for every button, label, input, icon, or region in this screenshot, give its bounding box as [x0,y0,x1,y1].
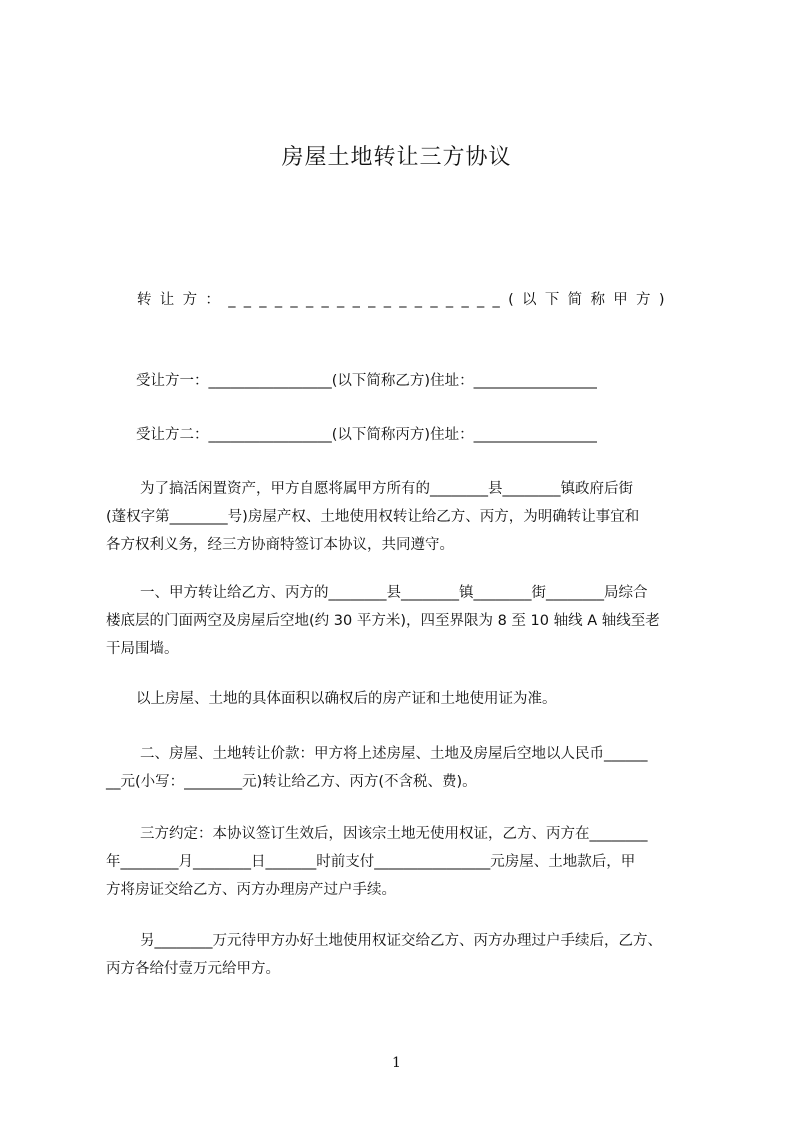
clause-one-line-3: 干局围墙。 [106,641,179,657]
additional-payment-line-1: 另________万元待甲方办好土地使用权证交给乙方、丙方办理过户手续后，乙方、 [140,933,662,949]
transferor-line: 转让方：__________________(以下简称甲方) [137,292,673,308]
intro-paragraph-line-2: (蓬权字第________号)房屋产权、土地使用权转让给乙方、丙方，为明确转让事宜和 [106,509,640,525]
area-note-line: 以上房屋、土地的具体面积以确权后的房产证和土地使用证为准。 [136,691,557,707]
additional-payment-line-2: 丙方各给付壹万元给甲方。 [106,961,280,977]
clause-two-line-2: __元(小写：________元)转让给乙方、丙方(不含税、费)。 [106,774,477,790]
agreement-line-3: 方将房证交给乙方、丙方办理房产过户手续。 [106,882,396,898]
document-title: 房屋土地转让三方协议 [281,145,512,170]
agreement-line-1: 三方约定：本协议签订生效后，因该宗土地无使用权证，乙方、丙方在________ [140,826,648,842]
agreement-line-2: 年________月________日_______时前支付________________元房屋、土地款后，甲 [106,854,636,870]
intro-paragraph-line-3: 各方权利义务，经三方协商特签订本协议，共同遵守。 [106,537,454,553]
transferee-one-line: 受让方一：_________________(以下简称乙方)住址：_________________ [136,373,597,389]
transferee-two-line: 受让方二：_________________(以下简称丙方)住址：_________________ [136,427,597,443]
clause-one-line-2: 楼底层的门面两空及房屋后空地(约 30 平方米)，四至界限为 8 至 10 轴线 A 轴线至老 [106,613,660,629]
clause-two-line-1: 二、房屋、土地转让价款：甲方将上述房屋、土地及房屋后空地以人民币______ [140,746,648,762]
page-number: 1 [392,1055,401,1071]
intro-paragraph-line-1: 为了搞活闲置资产，甲方自愿将属甲方所有的________县________镇政府后街 [140,481,633,497]
clause-one-line-1: 一、甲方转让给乙方、丙方的________县________镇________街________局综合 [140,585,648,601]
